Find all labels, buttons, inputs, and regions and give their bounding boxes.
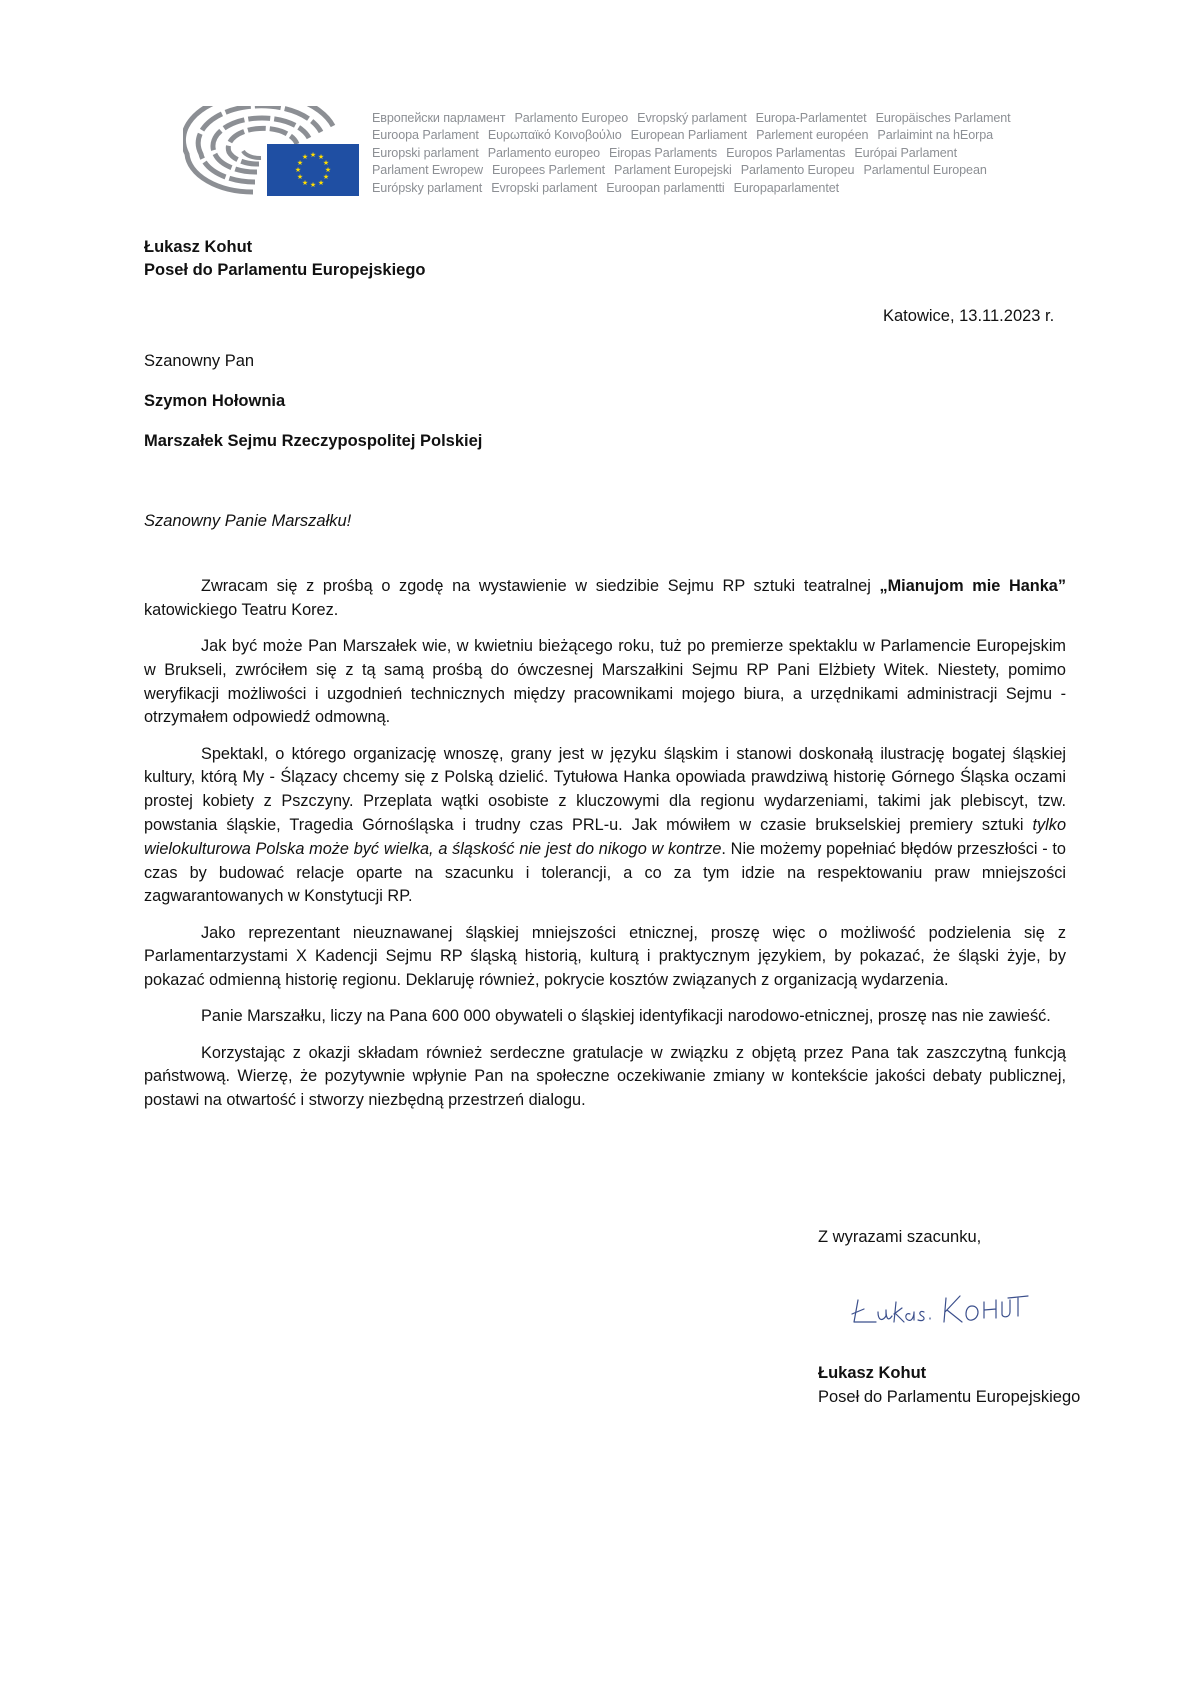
paragraph-text: Spektakl, o którego organizację wnoszę, grany jest w języku śląskim i stanowi doskonałą ilustrację bogatej śląskiej kultury, którą My - Ślązacy chcemy się z Polską dzielić. Tytułowa Hanka opowiada prawdziwą historię Górnego Śląska oczami prostej kobiety z Pszczyny. Przeplata wątki osobiste z kluczowymi dla regionu wydarzeniami, takimi jak plebiscyt, tzw. powstania śląskie, Tragedia Górnośląska i trudny czas PRL-u. Jak mówiłem w czasie brukselskiej premiery sztuki: [144, 744, 1066, 834]
salutation: Szanowny Panie Marszałku!: [144, 512, 352, 530]
paragraph-text: katowickiego Teatru Korez.: [144, 600, 339, 619]
language-name: Európai Parlament: [854, 145, 957, 160]
quote-text: tylko wielokulturowa Polska może być wielka, a śląskość nie jest do nikogo w kontrze: [144, 815, 1066, 858]
parliament-language-names: [372, 110, 1032, 197]
language-name: Europees Parlement: [492, 163, 606, 178]
language-name: Parlament Ewropew: [372, 163, 483, 178]
paragraph-text: . Nie możemy popełniać błędów przeszłości - to czas by budować relacje oparte na szacunku i tolerancji, a co za tym idzie na respektowaniu praw mniejszości zagwarantowanych w Konstytucji RP.: [144, 839, 1066, 906]
language-name: Parlaimint na hEorpa: [877, 128, 993, 143]
body-paragraph: [144, 743, 1066, 910]
sender-title: Poseł do Parlamentu Europejskiego: [144, 261, 426, 279]
language-name: Parlamento Europeu: [740, 163, 855, 178]
language-name: Euroopa Parlament: [372, 128, 479, 143]
signatory-title: Poseł do Parlamentu Europejskiego: [818, 1388, 1081, 1406]
svg-text:★: ★: [294, 166, 302, 174]
body-paragraph: [144, 575, 1066, 623]
body-paragraph: Panie Marszałku, liczy na Pana 600 000 obywateli o śląskiej identyfikacji narodowo-etnicznej, proszę nas nie zawieść.: [201, 1007, 1051, 1026]
eu-flag-icon: [267, 144, 359, 196]
language-name: Evropski parlament: [491, 180, 598, 195]
body-paragraph: Korzystając z okazji składam również serdeczne gratulacje w związku z objętą przez Pana tak zaszczytną funkcją państwową. Wierzę, że pozytywnie wpłynie Pan na społeczne oczekiwanie zmiany w kontekście jakości debaty publicznej, postawi na otwartość i stworzy niezbędną przestrzeń dialogu.: [144, 1043, 1066, 1110]
language-name: Parlement européen: [756, 128, 869, 143]
hemicycle-icon: [183, 106, 359, 196]
language-name: Parlamento Europeo: [514, 111, 629, 125]
svg-text:★: ★: [324, 166, 332, 174]
language-name: Parlamentul European: [863, 163, 987, 178]
body-paragraph: Jak być może Pan Marszałek wie, w kwietniu bieżącego roku, tuż po premierze spektaklu w Parlamencie Europejskim w Brukseli, zwróciłem się z tą samą prośbą do ówczesnej Marszałkini Sejmu RP Pani Elżbiety Witek. Niestety, pomimo weryfikacji możliwości i uzgodnień technicznych między pracownikami mojego biura, a urzędnikami administracji Sejmu - otrzymałem odpowiedź odmowną.: [144, 636, 1066, 727]
svg-text:★: ★: [309, 181, 317, 189]
language-name: Europos Parlamentas: [726, 145, 846, 160]
signatory-name: Łukasz Kohut: [818, 1364, 927, 1382]
recipient-title: Marszałek Sejmu Rzeczypospolitej Polskiej: [144, 432, 483, 450]
svg-text:★: ★: [317, 153, 325, 161]
language-row: [372, 162, 1032, 179]
svg-text:★: ★: [296, 173, 304, 181]
european-parliament-logo: [183, 106, 359, 196]
svg-text:★: ★: [301, 153, 309, 161]
language-name: Europäisches Parlament: [875, 111, 1011, 125]
language-name: Európsky parlament: [372, 180, 483, 195]
svg-text:★: ★: [301, 179, 309, 187]
language-name: Eiropas Parlaments: [609, 145, 718, 160]
letter-body: [144, 575, 1066, 1125]
recipient-name: Szymon Hołownia: [144, 392, 286, 410]
handwritten-signature: [850, 1282, 1030, 1332]
closing-phrase: Z wyrazami szacunku,: [818, 1228, 982, 1246]
recipient-greeting: Szanowny Pan: [144, 352, 255, 370]
signature-icon: [850, 1282, 1030, 1332]
language-name: Evropský parlament: [637, 111, 747, 125]
language-row: [372, 145, 1032, 162]
language-name: Parlament Europejski: [614, 163, 732, 178]
language-name: Euroopan parlamentti: [606, 180, 725, 195]
svg-text:★: ★: [317, 179, 325, 187]
language-name: European Parliament: [630, 128, 748, 143]
svg-text:★: ★: [309, 151, 317, 159]
play-title: „Mianujom mie Hanka”: [879, 577, 1066, 595]
language-name: Parlamento europeo: [487, 145, 601, 160]
language-name: Europski parlament: [372, 145, 479, 160]
paragraph-text: Zwracam się z prośbą o zgodę na wystawienie w siedzibie Sejmu RP sztuki teatralnej: [201, 577, 880, 595]
language-row: [372, 110, 1032, 127]
sender-name: Łukasz Kohut: [144, 238, 253, 256]
svg-text:★: ★: [296, 159, 304, 167]
svg-text:★: ★: [322, 173, 330, 181]
language-name: Europaparlamentet: [733, 180, 840, 195]
language-name: Ευρωπαϊκό Κοινοβούλιο: [487, 128, 622, 143]
svg-text:★: ★: [322, 159, 330, 167]
sender-block: [144, 236, 426, 282]
language-name: Европейски парламент: [372, 111, 506, 125]
language-row: [372, 180, 1032, 197]
language-name: Europa-Parlamentet: [755, 111, 867, 125]
body-paragraph: Jako reprezentant nieuznawanej śląskiej mniejszości etnicznej, proszę więc o możliwość podzielenia się z Parlamentarzystami X Kadencji Sejmu RP śląską historią, kulturą i praktycznym językiem, by pokazać, że śląski żyje, by pokazać odmienną historię regionu. Deklaruję również, pokrycie kosztów związanych z organizacją wydarzenia.: [144, 923, 1066, 990]
language-row: [372, 127, 1032, 144]
letter-date: Katowice, 13.11.2023 r.: [883, 307, 1055, 325]
